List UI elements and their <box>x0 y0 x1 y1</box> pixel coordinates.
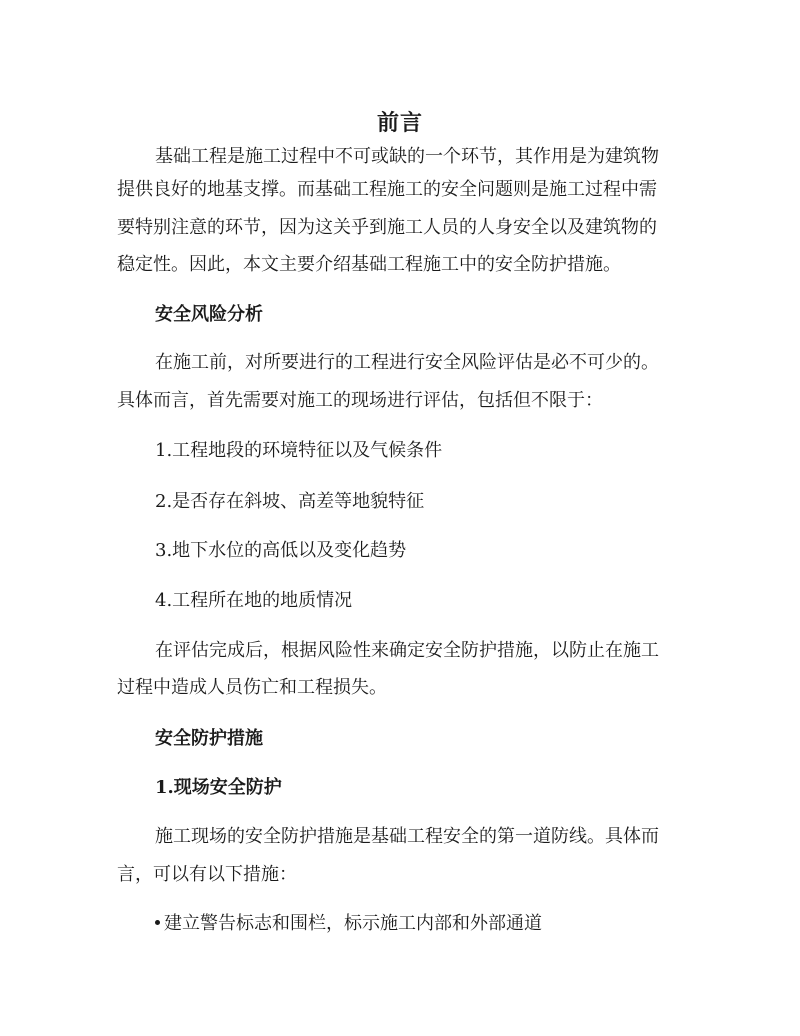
risk-list-item: 2.是否存在斜坡、高差等地貌特征 <box>155 491 425 512</box>
section1-conclusion-line: 过程中造成人员伤亡和工程损失。 <box>117 677 387 698</box>
section1-conclusion-line: 在评估完成后，根据风险性来确定安全防护措施，以防止在施工 <box>155 640 659 661</box>
intro-line: 基础工程是施工过程中不可或缺的一个环节，其作用是为建筑物 <box>155 146 659 167</box>
risk-list-item: 3.地下水位的高低以及变化趋势 <box>155 540 407 561</box>
risk-list-item: 1.工程地段的环境特征以及气候条件 <box>155 440 443 461</box>
section1-paragraph-line: 具体而言，首先需要对施工的现场进行评估，包括但不限于： <box>117 390 603 411</box>
subsection-heading-site-protection: 1.现场安全防护 <box>155 777 282 798</box>
bullet-item-text: 建立警告标志和围栏，标示施工内部和外部通道 <box>164 913 542 934</box>
intro-line: 提供良好的地基支撑。而基础工程施工的安全问题则是施工过程中需 <box>117 179 657 200</box>
bullet-dot <box>155 920 160 925</box>
section-heading-risk-analysis: 安全风险分析 <box>155 304 263 325</box>
risk-list-item: 4.工程所在地的地质情况 <box>155 590 353 611</box>
subsection1-paragraph-line: 言，可以有以下措施： <box>117 864 297 885</box>
section1-paragraph-line: 在施工前，对所要进行的工程进行安全风险评估是必不可少的。 <box>155 352 659 373</box>
intro-line: 要特别注意的环节，因为这关乎到施工人员的人身安全以及建筑物的 <box>117 217 657 238</box>
intro-line: 稳定性。因此，本文主要介绍基础工程施工中的安全防护措施。 <box>117 254 621 275</box>
subsection1-paragraph-line: 施工现场的安全防护措施是基础工程安全的第一道防线。具体而 <box>155 826 659 847</box>
bullet-list-item <box>155 907 542 940</box>
section-heading-safety-measures: 安全防护措施 <box>155 728 263 749</box>
document-title: 前言 <box>376 110 423 136</box>
